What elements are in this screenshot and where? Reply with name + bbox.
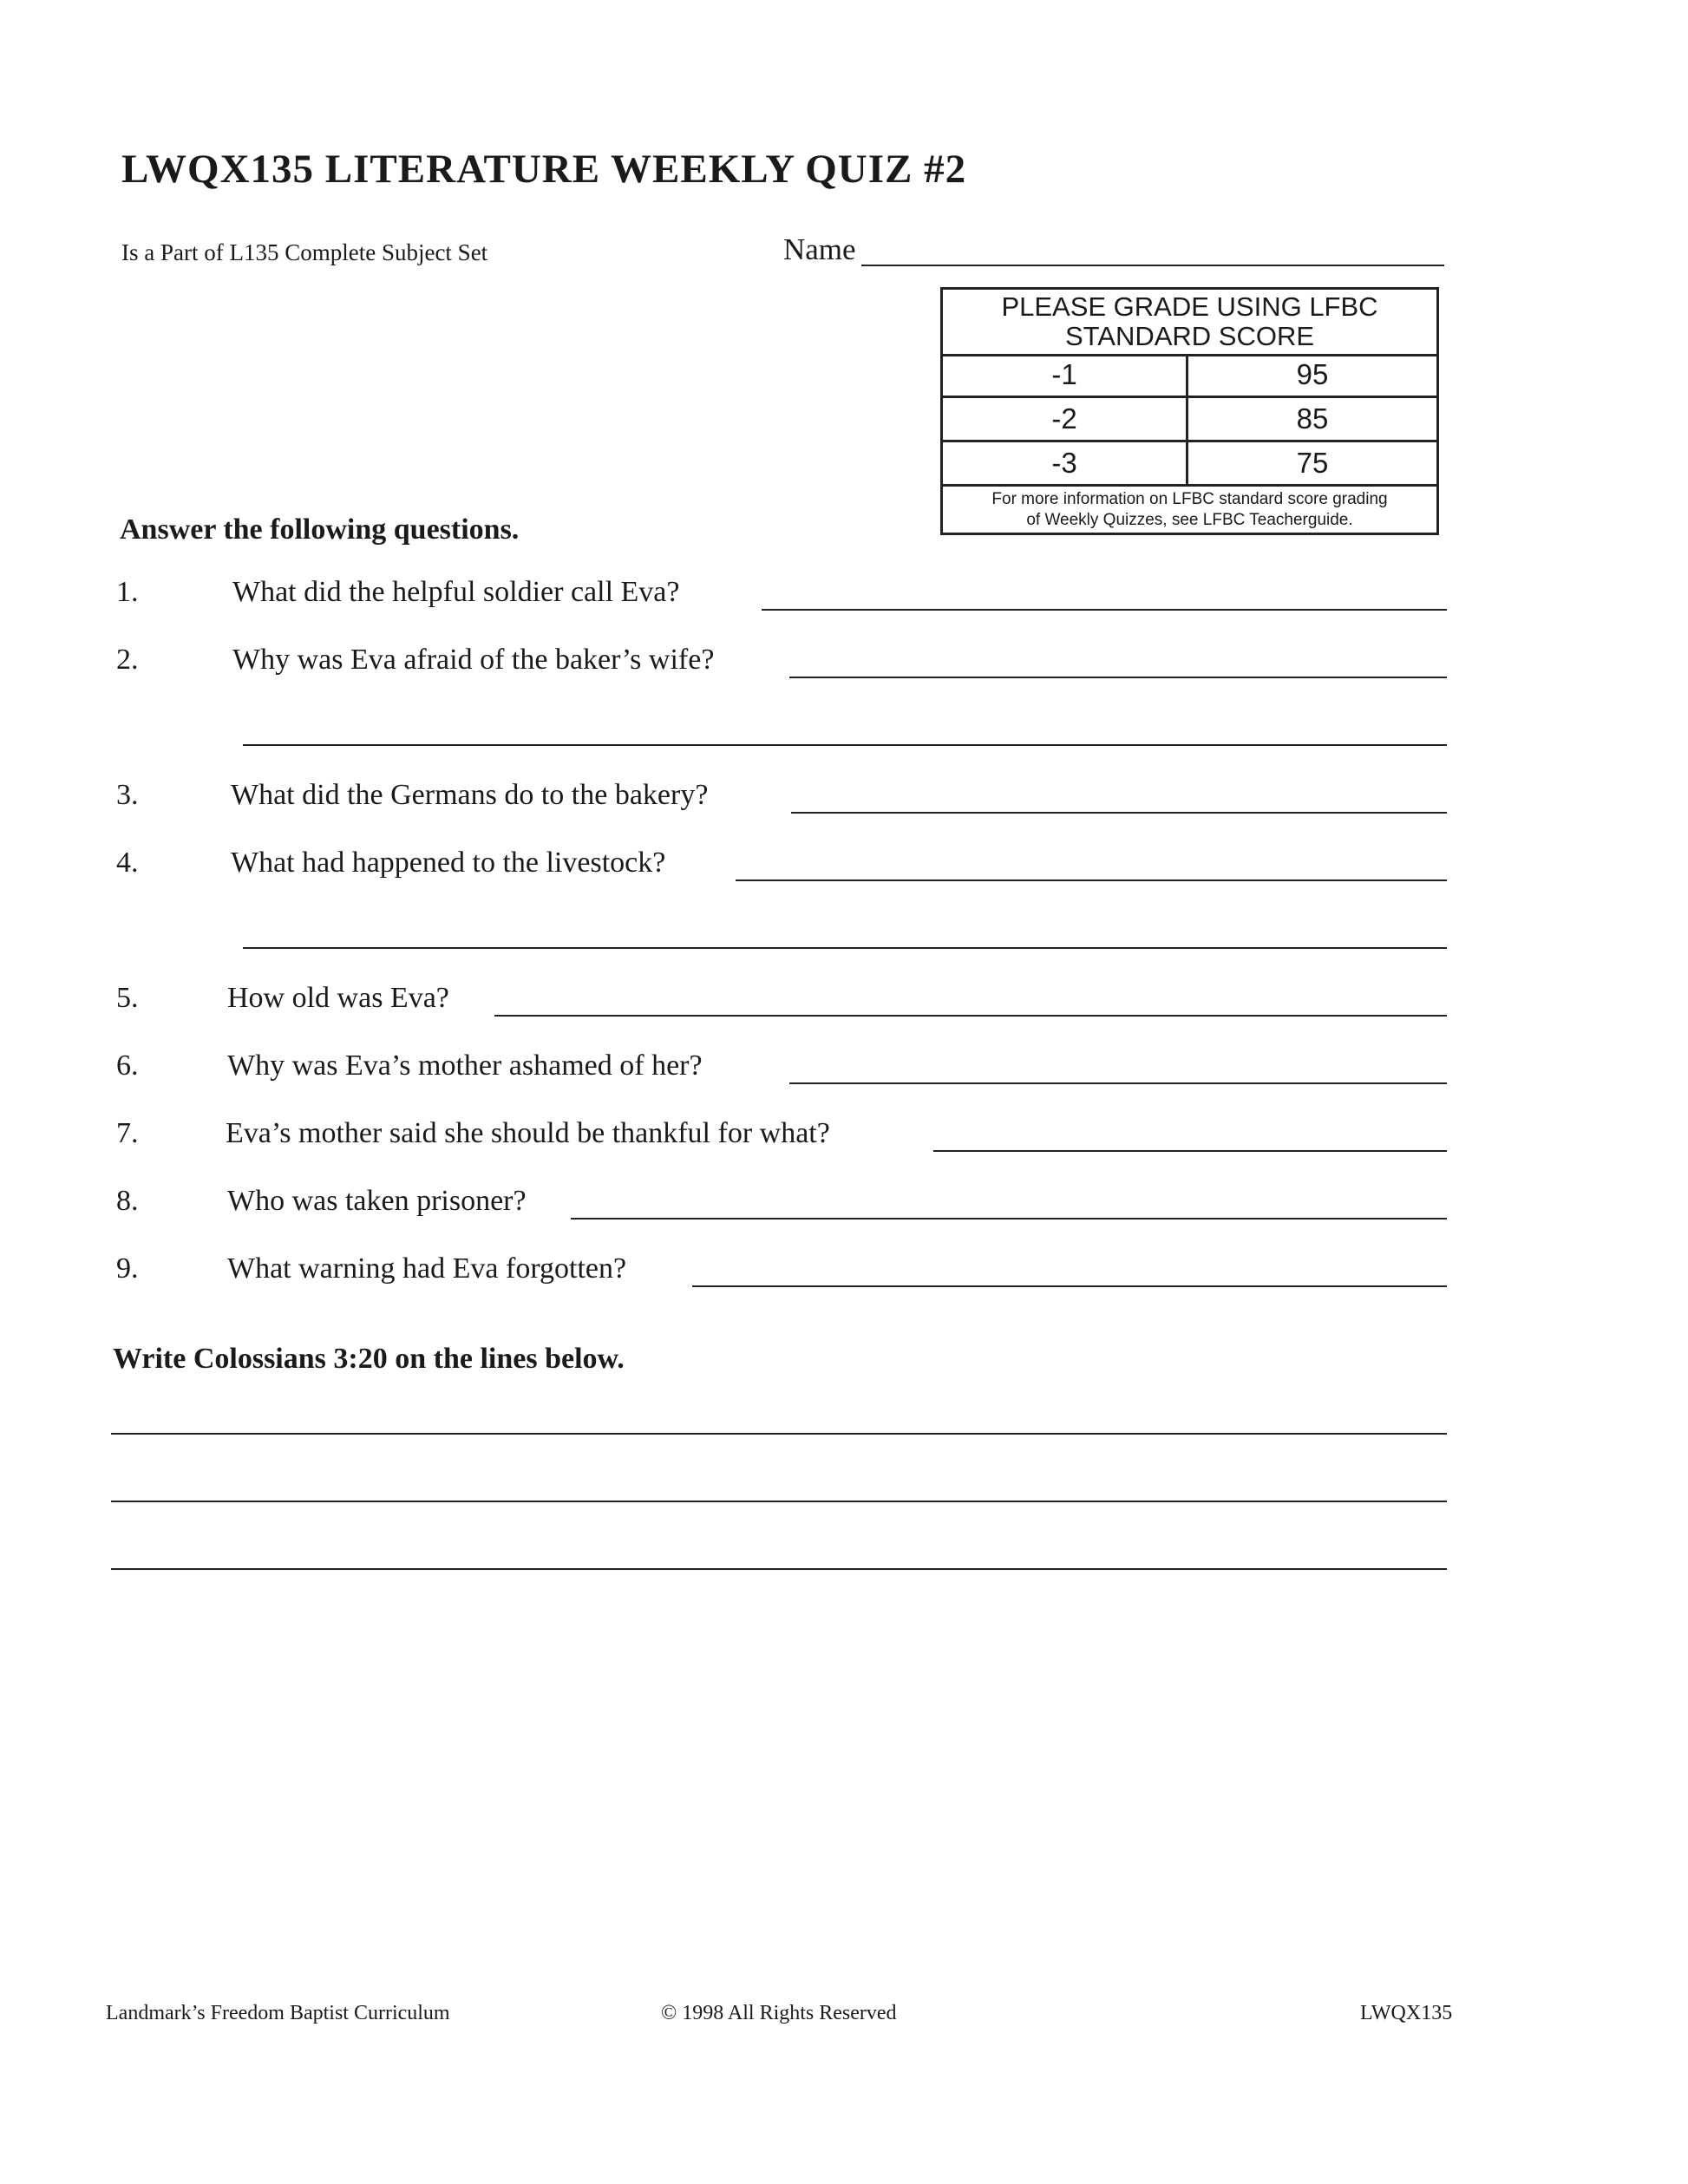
grading-note-line2: of Weekly Quizzes, see LFBC Teacherguide. [1026,511,1353,529]
question-text: Why was Eva’s mother ashamed of her? [227,1049,703,1082]
grading-score: 75 [1296,447,1329,479]
answer-line[interactable] [933,1150,1447,1152]
footer-copyright: © 1998 All Rights Reserved [661,2002,897,2024]
question-number: 5. [116,982,139,1014]
question-text: What had happened to the livestock? [231,847,666,879]
question-number: 4. [116,847,139,879]
question-text: What did the helpful soldier call Eva? [232,576,680,608]
grading-heading-line2: STANDARD SCORE [1064,321,1315,351]
grading-box [940,287,1439,535]
question-text: What warning had Eva forgotten? [227,1252,627,1285]
verse-heading: Write Colossians 3:20 on the lines below. [113,1343,625,1375]
question-text: Eva’s mother said she should be thankful for what? [226,1117,830,1149]
footer-publisher: Landmark’s Freedom Baptist Curriculum [106,2002,450,2024]
question-number: 1. [116,576,139,608]
verse-writing-line[interactable] [111,1501,1447,1502]
verse-writing-line[interactable] [111,1433,1447,1435]
grading-deduction: -3 [943,442,1188,484]
question-number: 3. [116,779,139,811]
grading-note-line1: For more information on LFBC standard score grading [991,490,1388,508]
answer-line[interactable] [494,1015,1447,1017]
grading-row [943,442,1436,487]
grading-score: 85 [1296,402,1329,435]
grading-score: 95 [1296,358,1329,390]
answer-line[interactable] [571,1218,1447,1220]
question-text: Who was taken prisoner? [227,1185,527,1217]
name-label: Name [783,232,856,266]
grading-deduction: -2 [943,398,1188,440]
question-number: 6. [116,1049,139,1082]
grading-heading-line1: PLEASE GRADE USING LFBC [1001,291,1378,322]
question-text: How old was Eva? [227,982,449,1014]
answer-line[interactable] [762,609,1447,611]
footer-code: LWQX135 [1360,2002,1453,2024]
answer-line[interactable] [791,812,1447,814]
name-answer-line[interactable] [861,265,1444,266]
question-text: Why was Eva afraid of the baker’s wife? [232,644,715,676]
question-number: 9. [116,1252,139,1285]
answer-line[interactable] [789,677,1447,678]
grading-note [943,489,1436,531]
question-number: 8. [116,1185,139,1217]
question-text: What did the Germans do to the bakery? [231,779,709,811]
answer-line[interactable] [243,744,1447,746]
questions-heading: Answer the following questions. [120,513,520,546]
grading-row [943,354,1436,398]
page-title: LWQX135 LITERATURE WEEKLY QUIZ #2 [121,147,967,192]
answer-line[interactable] [243,947,1447,949]
answer-line[interactable] [692,1285,1447,1287]
verse-writing-line[interactable] [111,1568,1447,1570]
answer-line[interactable] [736,879,1447,881]
subject-set-note: Is a Part of L135 Complete Subject Set [121,239,488,265]
question-number: 2. [116,644,139,676]
grading-box-heading [943,290,1436,356]
grading-deduction: -1 [943,354,1188,396]
grading-row [943,398,1436,442]
question-number: 7. [116,1117,139,1149]
answer-line[interactable] [789,1082,1447,1084]
